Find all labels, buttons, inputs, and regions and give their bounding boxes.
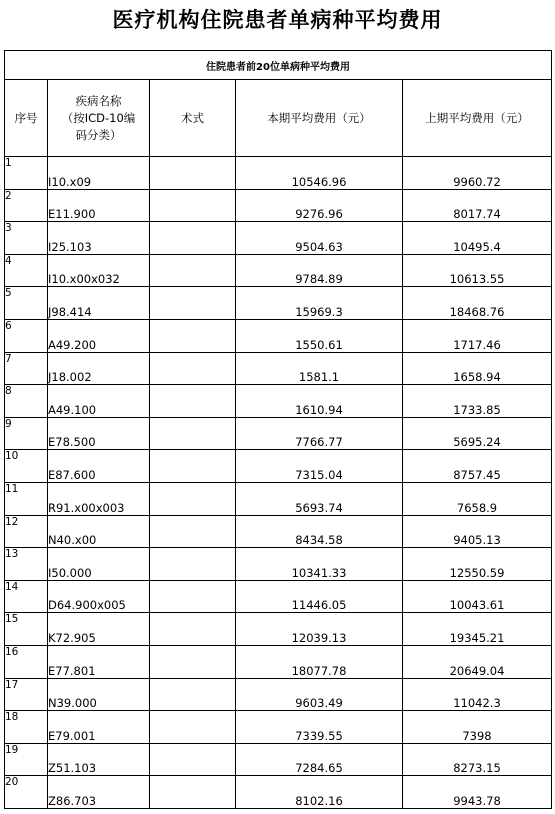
row-operation-cell — [150, 645, 236, 678]
row-previous-cost-cell: 19345.21 — [403, 613, 552, 646]
table-row — [5, 189, 552, 222]
row-operation-cell — [150, 319, 236, 352]
row-operation-cell — [150, 515, 236, 548]
row-disease-code-cell: Z51.103 — [48, 743, 150, 776]
row-current-cost-cell: 1550.61 — [236, 319, 403, 352]
row-operation-cell — [150, 776, 236, 809]
row-previous-cost-cell: 12550.59 — [403, 548, 552, 581]
row-current-cost-cell: 8434.58 — [236, 515, 403, 548]
table-row — [5, 515, 552, 548]
row-disease-code-cell: I25.103 — [48, 222, 150, 255]
page-title: 医疗机构住院患者单病种平均费用 — [112, 7, 443, 32]
row-previous-cost-cell: 1733.85 — [403, 385, 552, 418]
row-operation-cell — [150, 548, 236, 581]
row-operation-cell — [150, 222, 236, 255]
row-seq-cell: 10 — [5, 450, 48, 483]
row-seq-cell: 14 — [5, 580, 48, 613]
table-row — [5, 319, 552, 352]
table-row — [5, 385, 552, 418]
row-disease-code-cell: J18.002 — [48, 352, 150, 385]
table-row — [5, 417, 552, 450]
row-previous-cost-cell: 1717.46 — [403, 319, 552, 352]
row-seq-cell: 12 — [5, 515, 48, 548]
table-row — [5, 613, 552, 646]
row-previous-cost-cell: 20649.04 — [403, 645, 552, 678]
table-row — [5, 482, 552, 515]
table-header-row — [5, 80, 552, 157]
table-row — [5, 352, 552, 385]
header-previous-cost: 上期平均费用（元） — [403, 80, 552, 157]
row-seq-cell: 13 — [5, 548, 48, 581]
row-seq-cell: 18 — [5, 711, 48, 744]
row-operation-cell — [150, 352, 236, 385]
row-previous-cost-cell: 8757.45 — [403, 450, 552, 483]
row-disease-code-cell: J98.414 — [48, 287, 150, 320]
row-disease-code-cell: E78.500 — [48, 417, 150, 450]
row-seq-cell: 17 — [5, 678, 48, 711]
row-current-cost-cell: 11446.05 — [236, 580, 403, 613]
table-row — [5, 711, 552, 744]
cost-table — [4, 50, 552, 809]
row-previous-cost-cell: 18468.76 — [403, 287, 552, 320]
row-seq-cell: 20 — [5, 776, 48, 809]
row-current-cost-cell: 9784.89 — [236, 254, 403, 287]
row-operation-cell — [150, 189, 236, 222]
row-seq-cell: 5 — [5, 287, 48, 320]
row-previous-cost-cell: 8273.15 — [403, 743, 552, 776]
row-current-cost-cell: 7339.55 — [236, 711, 403, 744]
row-operation-cell — [150, 157, 236, 190]
row-operation-cell — [150, 450, 236, 483]
header-disease-name-line3: 码分类） — [75, 127, 122, 142]
row-current-cost-cell: 1610.94 — [236, 385, 403, 418]
row-seq-cell: 1 — [5, 157, 48, 190]
row-seq-cell: 9 — [5, 417, 48, 450]
row-seq-cell: 11 — [5, 482, 48, 515]
row-operation-cell — [150, 287, 236, 320]
row-operation-cell — [150, 743, 236, 776]
table-row — [5, 645, 552, 678]
row-current-cost-cell: 1581.1 — [236, 352, 403, 385]
row-disease-code-cell: D64.900x005 — [48, 580, 150, 613]
row-current-cost-cell: 9504.63 — [236, 222, 403, 255]
row-previous-cost-cell: 9405.13 — [403, 515, 552, 548]
row-previous-cost-cell: 1658.94 — [403, 352, 552, 385]
table-row — [5, 580, 552, 613]
row-operation-cell — [150, 254, 236, 287]
row-disease-code-cell: A49.200 — [48, 319, 150, 352]
row-seq-cell: 4 — [5, 254, 48, 287]
row-previous-cost-cell: 7658.9 — [403, 482, 552, 515]
row-current-cost-cell: 9603.49 — [236, 678, 403, 711]
row-disease-code-cell: K72.905 — [48, 613, 150, 646]
row-previous-cost-cell: 8017.74 — [403, 189, 552, 222]
row-disease-code-cell: I10.x00x032 — [48, 254, 150, 287]
header-disease-name-line2: （按ICD-10编 — [61, 110, 136, 125]
table-caption: 住院患者前20位单病种平均费用 — [5, 51, 552, 80]
row-seq-cell: 2 — [5, 189, 48, 222]
table-row — [5, 743, 552, 776]
row-disease-code-cell: N40.x00 — [48, 515, 150, 548]
row-seq-cell: 16 — [5, 645, 48, 678]
row-seq-cell: 8 — [5, 385, 48, 418]
row-current-cost-cell: 18077.78 — [236, 645, 403, 678]
row-operation-cell — [150, 482, 236, 515]
table-row — [5, 157, 552, 190]
row-previous-cost-cell: 7398 — [403, 711, 552, 744]
table-row — [5, 776, 552, 809]
row-current-cost-cell: 10546.96 — [236, 157, 403, 190]
row-current-cost-cell: 15969.3 — [236, 287, 403, 320]
row-operation-cell — [150, 417, 236, 450]
header-disease-name-line1: 疾病名称 — [75, 93, 122, 108]
header-operation: 术式 — [150, 80, 236, 157]
row-disease-code-cell: E11.900 — [48, 189, 150, 222]
row-current-cost-cell: 7284.65 — [236, 743, 403, 776]
row-previous-cost-cell: 5695.24 — [403, 417, 552, 450]
header-current-cost: 本期平均费用（元） — [236, 80, 403, 157]
row-current-cost-cell: 7315.04 — [236, 450, 403, 483]
row-disease-code-cell: I10.x09 — [48, 157, 150, 190]
table-row — [5, 222, 552, 255]
row-current-cost-cell: 7766.77 — [236, 417, 403, 450]
row-current-cost-cell: 8102.16 — [236, 776, 403, 809]
table-row — [5, 678, 552, 711]
row-disease-code-cell: Z86.703 — [48, 776, 150, 809]
row-previous-cost-cell: 10495.4 — [403, 222, 552, 255]
row-disease-code-cell: E79.001 — [48, 711, 150, 744]
row-disease-code-cell: A49.100 — [48, 385, 150, 418]
row-disease-code-cell: E77.801 — [48, 645, 150, 678]
table-row — [5, 287, 552, 320]
row-current-cost-cell: 9276.96 — [236, 189, 403, 222]
row-operation-cell — [150, 580, 236, 613]
row-operation-cell — [150, 678, 236, 711]
row-previous-cost-cell: 9943.78 — [403, 776, 552, 809]
row-seq-cell: 6 — [5, 319, 48, 352]
row-operation-cell — [150, 613, 236, 646]
row-current-cost-cell: 12039.13 — [236, 613, 403, 646]
header-seq: 序号 — [5, 80, 48, 157]
row-operation-cell — [150, 385, 236, 418]
table-row — [5, 548, 552, 581]
table-row — [5, 450, 552, 483]
row-previous-cost-cell: 10043.61 — [403, 580, 552, 613]
row-disease-code-cell: I50.000 — [48, 548, 150, 581]
row-previous-cost-cell: 10613.55 — [403, 254, 552, 287]
row-seq-cell: 19 — [5, 743, 48, 776]
row-disease-code-cell: N39.000 — [48, 678, 150, 711]
row-disease-code-cell: R91.x00x003 — [48, 482, 150, 515]
row-previous-cost-cell: 11042.3 — [403, 678, 552, 711]
table-row — [5, 254, 552, 287]
row-operation-cell — [150, 711, 236, 744]
row-current-cost-cell: 5693.74 — [236, 482, 403, 515]
row-current-cost-cell: 10341.33 — [236, 548, 403, 581]
row-previous-cost-cell: 9960.72 — [403, 157, 552, 190]
row-seq-cell: 7 — [5, 352, 48, 385]
row-disease-code-cell: E87.600 — [48, 450, 150, 483]
row-seq-cell: 3 — [5, 222, 48, 255]
row-seq-cell: 15 — [5, 613, 48, 646]
header-disease-name — [48, 80, 150, 157]
